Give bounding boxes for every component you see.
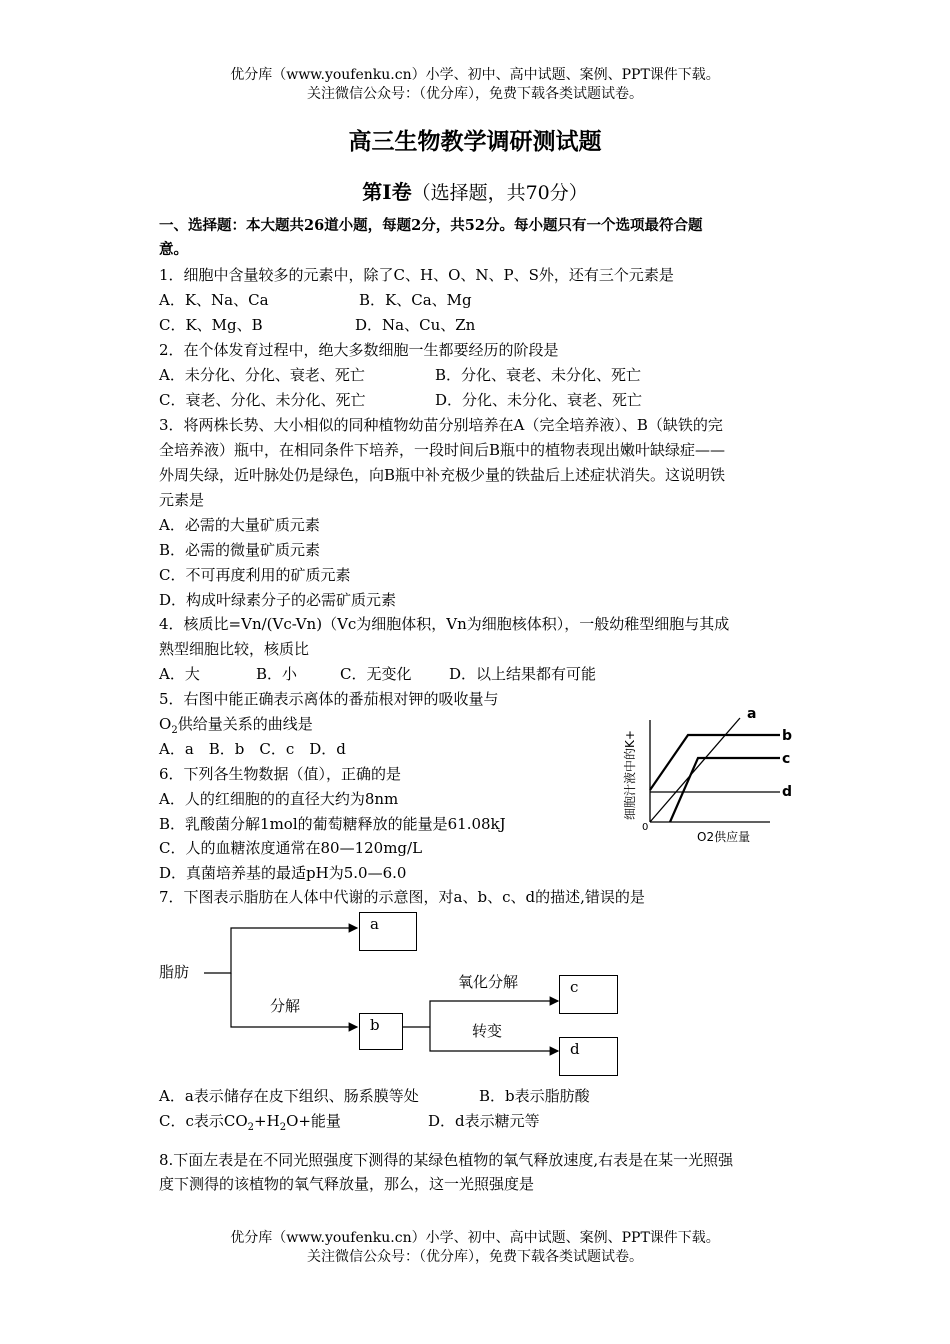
q3-option-c: C．不可再度利用的矿质元素 [159,566,351,584]
chart-y-label: 细胞汁液中的K+ [623,730,637,820]
q8-line-2: 度下测得的该植物的氧气释放量，那么，这一光照强度是 [159,1175,535,1193]
footer-line-1: 优分库（www.youfenku.cn）小学、初中、高中试题、案例、PPT课件下载。 [230,1230,720,1246]
q5-line-2-rest: 供给量关系的曲线是 [177,715,313,733]
q7-c-pre: C．c表示CO [159,1112,248,1130]
q4-line-1: 4．核质比=Vn/(Vc-Vn)（Vc为细胞体积，Vn为细胞核体积），一般幼稚型细胞与其成 [159,615,730,633]
q3-option-b: B．必需的微量矿质元素 [159,541,321,559]
header-line-1: 优分库（www.youfenku.cn）小学、初中、高中试题、案例、PPT课件下载。 [230,67,720,83]
q6-option-c: C．人的血糖浓度通常在80—120mg/L [159,839,423,857]
q5-line-2 [159,714,313,741]
q6-stem: 6．下列各生物数据（值），正确的是 [159,765,402,783]
q3-line-3: 外周失绿，近叶脉处仍是绿色，向B瓶中补充极少量的铁盐后上述症状消失。这说明铁 [159,466,726,484]
q1-option-a: A．K、Na、Ca [159,291,269,309]
q5-line-1: 5．右图中能正确表示离体的番茄根对钾的吸收量与 [159,690,499,708]
footer-line-2: 关注微信公众号：（优分库），免费下载各类试题试卷。 [307,1249,643,1265]
q7-c-sub1: 2 [247,1122,255,1133]
diagram-box-a: a [359,912,417,951]
curve-c [670,758,780,822]
q7-option-a: A．a表示储存在皮下组织、肠系膜等处 [159,1087,419,1105]
diagram-oxidize-label: 氧化分解 [458,973,519,991]
page-title: 高三生物教学调研测试题 [348,128,602,155]
q6-option-a: A．人的红细胞的的直径大约为8nm [159,790,399,808]
q7-c-mid: +H [254,1112,280,1130]
part-note: （选择题，共70分） [411,182,588,204]
section-instruction-2: 意。 [159,241,188,258]
q2-option-d: D．分化、未分化、衰老、死亡 [435,391,643,409]
q5-options: A．a B．b C．c D．d [159,740,346,758]
curve-b [650,735,780,790]
curve-label-d: d [782,784,793,800]
curve-label-a: a [747,706,757,722]
q2-option-b: B．分化、衰老、未分化、死亡 [435,366,642,384]
q1-option-d: D．Na、Cu、Zn [355,316,476,334]
q2-stem: 2．在个体发育过程中，绝大多数细胞一生都要经历的阶段是 [159,341,559,359]
q6-option-b: B．乳酸菌分解1mol的葡萄糖释放的能量是61.08kJ [159,815,506,833]
q1-option-b: B．K、Ca、Mg [359,291,472,309]
diagram-box-d: d [559,1037,618,1076]
chart-origin-label: 0 [642,822,649,833]
q7-option-c [159,1111,341,1138]
q7-c-sub2: 2 [279,1122,287,1133]
q4-line-2: 熟型细胞比较，核质比 [159,640,310,658]
curve-label-c: c [782,751,791,767]
part-label: 第Ⅰ卷 [362,180,412,204]
header-line-2: 关注微信公众号：（优分库），免费下载各类试题试卷。 [307,86,643,102]
q8-line-1: 8.下面左表是在不同光照强度下测得的某绿色植物的氧气释放速度,右表是在某一光照强 [159,1151,734,1169]
q3-option-a: A．必需的大量矿质元素 [159,516,320,534]
q7-option-b: B．b表示脂肪酸 [479,1087,590,1105]
q6-option-d: D．真菌培养基的最适pH为5.0—6.0 [159,864,407,882]
q3-line-2: 全培养液）瓶中，在相同条件下培养，一段时间后B瓶中的植物表现出嫩叶缺绿症—— [159,441,726,459]
q1-option-c: C．K、Mg、B [159,316,263,334]
q5-o: O [159,715,172,733]
q2-option-c: C．衰老、分化、未分化、死亡 [159,391,366,409]
q4-option-a: A．大 [159,665,200,683]
diagram-fat-label: 脂肪 [159,963,190,981]
q1-stem: 1．细胞中含量较多的元素中，除了C、H、O、N、P、S外，还有三个元素是 [159,266,674,284]
diagram-box-c: c [559,975,618,1014]
q4-option-d: D．以上结果都有可能 [449,665,597,683]
diagram-convert-label: 转变 [472,1022,503,1040]
q4-option-c: C．无变化 [340,665,412,683]
q3-line-4: 元素是 [159,491,205,509]
q7-option-d: D．d表示糖元等 [428,1112,540,1130]
q4-option-b: B．小 [256,665,298,683]
q3-line-1: 3．将两株长势、大小相似的同种植物幼苗分别培养在A（完全培养液）、B（缺铁的完 [159,416,723,434]
q3-option-d: D．构成叶绿素分子的必需矿质元素 [159,591,397,609]
chart-x-label: O2供应量 [697,830,751,844]
potassium-uptake-chart [620,700,810,850]
q7-stem: 7．下图表示脂肪在人体中代谢的示意图，对a、b、c、d的描述,错误的是 [159,888,645,906]
part-heading [0,176,950,205]
q5-o-sub: 2 [171,725,178,736]
q7-c-post: O+能量 [286,1112,341,1130]
arrow-to-c [430,1001,558,1027]
q2-option-a: A．未分化、分化、衰老、死亡 [159,366,365,384]
section-instruction-1: 一、选择题：本大题共26道小题，每题2分，共52分。每小题只有一个选项最符合题 [159,217,703,234]
arrow-to-a [204,928,357,973]
diagram-decompose-label: 分解 [270,997,301,1015]
diagram-box-b: b [359,1013,403,1050]
arrow-to-b [231,973,357,1027]
curve-label-b: b [782,728,793,744]
arrow-to-d [430,1027,558,1051]
